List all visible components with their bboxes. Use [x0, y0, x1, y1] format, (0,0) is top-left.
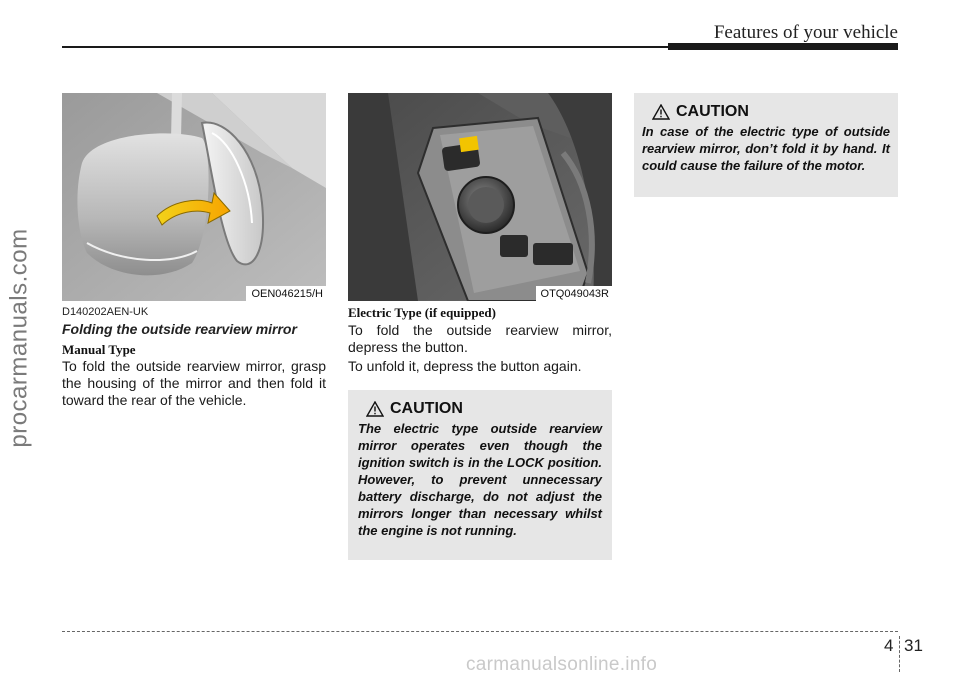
- section-title: Folding the outside rearview mirror: [62, 321, 297, 337]
- page-number-divider: [899, 636, 900, 672]
- bottom-watermark: carmanualsonline.info: [466, 654, 658, 675]
- section-code: D140202AEN-UK: [62, 306, 149, 318]
- manual-mirror-figure: [62, 93, 326, 301]
- side-watermark: [2, 0, 38, 675]
- caution-header: [358, 400, 602, 418]
- figure-code: OEN046215/H: [246, 286, 326, 301]
- figure-code: OTQ049043R: [536, 286, 612, 301]
- side-watermark-text: procarmanuals.com: [6, 227, 33, 448]
- caution-box-manual-fold: [634, 93, 898, 197]
- manual-type-body: To fold the outside rearview mirror, grasp the housing of the mirror and then fold it toward the rear of the vehicle.: [62, 358, 326, 408]
- caution-text: The electric type outside rearview mirror operates even though the ignition switch is in the LOCK position. However, to prevent unnecessary battery discharge, do not adjust the mirrors longer than necessary whilst the engine is not running.: [358, 421, 602, 538]
- electric-mirror-switch-figure: [348, 93, 612, 301]
- warning-triangle-icon: [652, 104, 670, 120]
- electric-type-body-1: To fold the outside rearview mirror, depress the button.: [348, 322, 612, 355]
- caution-title: CAUTION: [390, 400, 463, 417]
- caution-title: CAUTION: [676, 103, 749, 120]
- header-tab-bar: [668, 43, 898, 50]
- warning-triangle-icon: [366, 401, 384, 417]
- electric-type-heading: Electric Type (if equipped): [348, 305, 496, 320]
- caution-box-electric: [348, 390, 612, 560]
- manual-type-heading: Manual Type: [62, 342, 136, 357]
- mirror-illustration: [62, 93, 326, 301]
- caution-text: In case of the electric type of outside rearview mirror, don’t fold it by hand. It could cause the failure of the motor.: [642, 124, 890, 173]
- switch-panel-illustration: [348, 93, 612, 301]
- footer-rule: [62, 631, 898, 632]
- page-number: 31: [904, 636, 923, 655]
- page-header-title: Features of your vehicle: [713, 22, 898, 43]
- caution-header: [642, 103, 890, 121]
- electric-type-body-2: To unfold it, depress the button again.: [348, 358, 582, 374]
- chapter-number: 4: [884, 636, 894, 655]
